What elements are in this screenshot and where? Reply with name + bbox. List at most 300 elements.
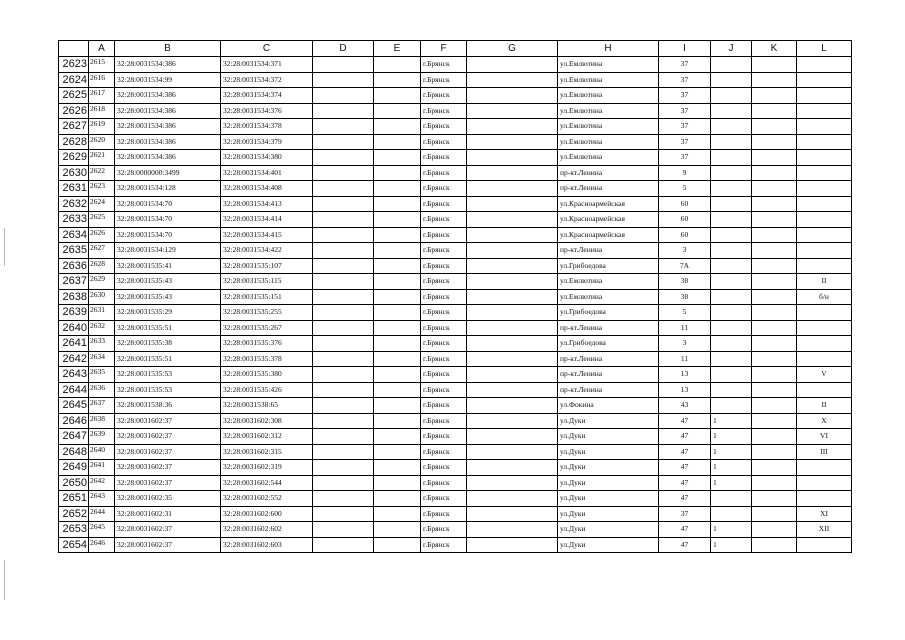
cell-b[interactable]: 32:28:0031535:38 — [115, 336, 221, 352]
cell-e[interactable] — [374, 258, 421, 274]
row-number[interactable]: 2626 — [59, 103, 89, 119]
cell-a[interactable]: 2629 — [89, 274, 115, 290]
row-number[interactable]: 2643 — [59, 367, 89, 383]
cell-d[interactable] — [313, 57, 374, 73]
cell-l[interactable] — [797, 537, 852, 553]
cell-d[interactable] — [313, 165, 374, 181]
row-number[interactable]: 2634 — [59, 227, 89, 243]
cell-a[interactable]: 2624 — [89, 196, 115, 212]
cell-b[interactable]: 32:28:0031535:41 — [115, 258, 221, 274]
cell-l[interactable] — [797, 491, 852, 507]
cell-h[interactable]: ул.Емлютина — [558, 150, 659, 166]
cell-e[interactable] — [374, 444, 421, 460]
cell-f[interactable]: г.Брянск — [421, 196, 467, 212]
cell-d[interactable] — [313, 382, 374, 398]
cell-j[interactable] — [711, 88, 752, 104]
cell-g[interactable] — [467, 150, 558, 166]
cell-j[interactable] — [711, 150, 752, 166]
cell-k[interactable] — [752, 444, 797, 460]
cell-l[interactable] — [797, 227, 852, 243]
cell-j[interactable] — [711, 289, 752, 305]
cell-c[interactable]: 32:28:0031602:319 — [221, 460, 313, 476]
cell-d[interactable] — [313, 258, 374, 274]
cell-j[interactable] — [711, 351, 752, 367]
column-header[interactable]: G — [467, 41, 558, 57]
cell-h[interactable]: ул.Фокина — [558, 398, 659, 414]
cell-d[interactable] — [313, 305, 374, 321]
cell-j[interactable] — [711, 119, 752, 135]
cell-h[interactable]: ул.Емлютина — [558, 57, 659, 73]
cell-d[interactable] — [313, 274, 374, 290]
cell-h[interactable]: ул.Дуки — [558, 413, 659, 429]
cell-b[interactable]: 32:28:0031602:37 — [115, 429, 221, 445]
row-number[interactable]: 2637 — [59, 274, 89, 290]
cell-j[interactable] — [711, 181, 752, 197]
cell-f[interactable]: г.Брянск — [421, 320, 467, 336]
cell-b[interactable]: 32:28:0031534:70 — [115, 227, 221, 243]
cell-a[interactable]: 2617 — [89, 88, 115, 104]
cell-e[interactable] — [374, 475, 421, 491]
cell-a[interactable]: 2640 — [89, 444, 115, 460]
cell-i[interactable]: 60 — [659, 196, 711, 212]
cell-k[interactable] — [752, 506, 797, 522]
cell-a[interactable]: 2636 — [89, 382, 115, 398]
cell-d[interactable] — [313, 150, 374, 166]
column-header[interactable]: D — [313, 41, 374, 57]
cell-g[interactable] — [467, 413, 558, 429]
row-number[interactable]: 2628 — [59, 134, 89, 150]
cell-f[interactable]: г.Брянск — [421, 305, 467, 321]
cell-i[interactable]: 47 — [659, 444, 711, 460]
cell-b[interactable]: 32:28:0031602:35 — [115, 491, 221, 507]
cell-e[interactable] — [374, 367, 421, 383]
cell-h[interactable]: ул.Емлютина — [558, 289, 659, 305]
cell-g[interactable] — [467, 88, 558, 104]
cell-c[interactable]: 32:28:0031534:408 — [221, 181, 313, 197]
cell-e[interactable] — [374, 382, 421, 398]
cell-c[interactable]: 32:28:0031602:312 — [221, 429, 313, 445]
cell-d[interactable] — [313, 491, 374, 507]
cell-k[interactable] — [752, 258, 797, 274]
cell-k[interactable] — [752, 274, 797, 290]
cell-c[interactable]: 32:28:0031534:379 — [221, 134, 313, 150]
cell-a[interactable]: 2620 — [89, 134, 115, 150]
row-number[interactable]: 2631 — [59, 181, 89, 197]
cell-c[interactable]: 32:28:0031602:308 — [221, 413, 313, 429]
cell-c[interactable]: 32:28:0031535:151 — [221, 289, 313, 305]
cell-e[interactable] — [374, 196, 421, 212]
column-header[interactable]: C — [221, 41, 313, 57]
cell-h[interactable]: пр-кт.Ленина — [558, 367, 659, 383]
cell-j[interactable] — [711, 196, 752, 212]
cell-f[interactable]: г.Брянск — [421, 150, 467, 166]
cell-h[interactable]: ул.Красноармейская — [558, 227, 659, 243]
cell-j[interactable]: 1 — [711, 444, 752, 460]
row-number[interactable]: 2654 — [59, 537, 89, 553]
cell-f[interactable]: г.Брянск — [421, 119, 467, 135]
cell-l[interactable] — [797, 475, 852, 491]
cell-h[interactable]: ул.Дуки — [558, 537, 659, 553]
cell-a[interactable]: 2621 — [89, 150, 115, 166]
cell-h[interactable]: пр-кт.Ленина — [558, 320, 659, 336]
cell-j[interactable] — [711, 72, 752, 88]
cell-f[interactable]: г.Брянск — [421, 336, 467, 352]
cell-i[interactable]: 3 — [659, 243, 711, 259]
cell-d[interactable] — [313, 243, 374, 259]
cell-l[interactable] — [797, 382, 852, 398]
cell-b[interactable]: 32:28:0031602:31 — [115, 506, 221, 522]
cell-d[interactable] — [313, 460, 374, 476]
row-number[interactable]: 2629 — [59, 150, 89, 166]
cell-l[interactable] — [797, 336, 852, 352]
cell-e[interactable] — [374, 57, 421, 73]
cell-k[interactable] — [752, 475, 797, 491]
cell-e[interactable] — [374, 491, 421, 507]
cell-h[interactable]: ул.Емлютина — [558, 134, 659, 150]
cell-e[interactable] — [374, 460, 421, 476]
cell-d[interactable] — [313, 367, 374, 383]
cell-k[interactable] — [752, 382, 797, 398]
cell-j[interactable] — [711, 382, 752, 398]
cell-f[interactable]: г.Брянск — [421, 134, 467, 150]
cell-e[interactable] — [374, 227, 421, 243]
cell-h[interactable]: ул.Грибоедова — [558, 305, 659, 321]
cell-d[interactable] — [313, 506, 374, 522]
cell-i[interactable]: 11 — [659, 320, 711, 336]
cell-j[interactable] — [711, 336, 752, 352]
column-header[interactable]: J — [711, 41, 752, 57]
cell-i[interactable]: 47 — [659, 537, 711, 553]
cell-f[interactable]: г.Брянск — [421, 57, 467, 73]
cell-c[interactable]: 32:28:0031535:378 — [221, 351, 313, 367]
cell-f[interactable]: г.Брянск — [421, 212, 467, 228]
cell-l[interactable]: III — [797, 444, 852, 460]
cell-g[interactable] — [467, 274, 558, 290]
cell-k[interactable] — [752, 305, 797, 321]
cell-j[interactable] — [711, 305, 752, 321]
cell-i[interactable]: 38 — [659, 274, 711, 290]
cell-c[interactable]: 32:28:0031534:371 — [221, 57, 313, 73]
cell-f[interactable]: г.Брянск — [421, 460, 467, 476]
cell-i[interactable]: 47 — [659, 475, 711, 491]
row-number[interactable]: 2642 — [59, 351, 89, 367]
cell-d[interactable] — [313, 88, 374, 104]
cell-g[interactable] — [467, 351, 558, 367]
cell-f[interactable]: г.Брянск — [421, 506, 467, 522]
cell-h[interactable]: ул.Красноармейская — [558, 212, 659, 228]
cell-a[interactable]: 2628 — [89, 258, 115, 274]
cell-g[interactable] — [467, 320, 558, 336]
cell-c[interactable]: 32:28:0031535:107 — [221, 258, 313, 274]
cell-k[interactable] — [752, 134, 797, 150]
cell-k[interactable] — [752, 460, 797, 476]
cell-g[interactable] — [467, 72, 558, 88]
cell-e[interactable] — [374, 88, 421, 104]
cell-f[interactable]: г.Брянск — [421, 367, 467, 383]
cell-i[interactable]: 47 — [659, 429, 711, 445]
cell-b[interactable]: 32:28:0031535:43 — [115, 289, 221, 305]
cell-i[interactable]: 37 — [659, 88, 711, 104]
cell-c[interactable]: 32:28:0031534:374 — [221, 88, 313, 104]
cell-f[interactable]: г.Брянск — [421, 72, 467, 88]
cell-f[interactable]: г.Брянск — [421, 181, 467, 197]
cell-j[interactable] — [711, 165, 752, 181]
cell-h[interactable]: пр-кт.Ленина — [558, 351, 659, 367]
cell-f[interactable]: г.Брянск — [421, 429, 467, 445]
cell-e[interactable] — [374, 336, 421, 352]
row-number[interactable]: 2653 — [59, 522, 89, 538]
cell-e[interactable] — [374, 522, 421, 538]
cell-d[interactable] — [313, 181, 374, 197]
cell-b[interactable]: 32:28:0031535:43 — [115, 274, 221, 290]
cell-j[interactable] — [711, 212, 752, 228]
cell-a[interactable]: 2646 — [89, 537, 115, 553]
cell-e[interactable] — [374, 429, 421, 445]
cell-e[interactable] — [374, 243, 421, 259]
cell-e[interactable] — [374, 506, 421, 522]
row-number[interactable]: 2641 — [59, 336, 89, 352]
cell-h[interactable]: ул.Дуки — [558, 522, 659, 538]
cell-k[interactable] — [752, 165, 797, 181]
cell-i[interactable]: 3 — [659, 336, 711, 352]
cell-d[interactable] — [313, 227, 374, 243]
cell-l[interactable] — [797, 460, 852, 476]
cell-a[interactable]: 2631 — [89, 305, 115, 321]
cell-b[interactable]: 32:28:0031534:386 — [115, 88, 221, 104]
cell-e[interactable] — [374, 103, 421, 119]
cell-b[interactable]: 32:28:0031534:70 — [115, 212, 221, 228]
cell-c[interactable]: 32:28:0031535:426 — [221, 382, 313, 398]
cell-g[interactable] — [467, 165, 558, 181]
cell-k[interactable] — [752, 289, 797, 305]
cell-c[interactable]: 32:28:0031535:376 — [221, 336, 313, 352]
cell-i[interactable]: 37 — [659, 119, 711, 135]
cell-b[interactable]: 32:28:0031534:386 — [115, 134, 221, 150]
cell-g[interactable] — [467, 305, 558, 321]
cell-c[interactable]: 32:28:0031534:422 — [221, 243, 313, 259]
cell-i[interactable]: 13 — [659, 382, 711, 398]
cell-i[interactable]: 7А — [659, 258, 711, 274]
cell-k[interactable] — [752, 429, 797, 445]
row-number[interactable]: 2623 — [59, 57, 89, 73]
cell-g[interactable] — [467, 243, 558, 259]
row-number[interactable]: 2636 — [59, 258, 89, 274]
cell-c[interactable]: 32:28:0031535:115 — [221, 274, 313, 290]
row-number[interactable]: 2638 — [59, 289, 89, 305]
cell-j[interactable]: 1 — [711, 475, 752, 491]
cell-a[interactable]: 2618 — [89, 103, 115, 119]
cell-a[interactable]: 2642 — [89, 475, 115, 491]
cell-f[interactable]: г.Брянск — [421, 258, 467, 274]
cell-a[interactable]: 2615 — [89, 57, 115, 73]
cell-g[interactable] — [467, 212, 558, 228]
cell-c[interactable]: 32:28:0031535:255 — [221, 305, 313, 321]
cell-k[interactable] — [752, 243, 797, 259]
cell-k[interactable] — [752, 367, 797, 383]
cell-k[interactable] — [752, 522, 797, 538]
cell-h[interactable]: ул.Дуки — [558, 429, 659, 445]
column-header[interactable]: L — [797, 41, 852, 57]
cell-h[interactable]: ул.Дуки — [558, 506, 659, 522]
cell-g[interactable] — [467, 289, 558, 305]
cell-k[interactable] — [752, 398, 797, 414]
cell-e[interactable] — [374, 165, 421, 181]
row-number[interactable]: 2647 — [59, 429, 89, 445]
cell-a[interactable]: 2634 — [89, 351, 115, 367]
cell-b[interactable]: 32:28:0031602:37 — [115, 460, 221, 476]
cell-l[interactable] — [797, 196, 852, 212]
cell-a[interactable]: 2619 — [89, 119, 115, 135]
cell-j[interactable]: 1 — [711, 522, 752, 538]
cell-d[interactable] — [313, 320, 374, 336]
cell-i[interactable]: 43 — [659, 398, 711, 414]
cell-a[interactable]: 2639 — [89, 429, 115, 445]
cell-d[interactable] — [313, 429, 374, 445]
cell-j[interactable] — [711, 274, 752, 290]
cell-f[interactable]: г.Брянск — [421, 491, 467, 507]
cell-l[interactable]: XI — [797, 506, 852, 522]
cell-h[interactable]: ул.Дуки — [558, 491, 659, 507]
cell-l[interactable]: V — [797, 367, 852, 383]
cell-f[interactable]: г.Брянск — [421, 88, 467, 104]
row-number[interactable]: 2649 — [59, 460, 89, 476]
cell-d[interactable] — [313, 336, 374, 352]
row-number[interactable]: 2646 — [59, 413, 89, 429]
cell-e[interactable] — [374, 150, 421, 166]
cell-b[interactable]: 32:28:0031535:51 — [115, 320, 221, 336]
cell-l[interactable]: II — [797, 274, 852, 290]
cell-j[interactable] — [711, 103, 752, 119]
cell-k[interactable] — [752, 491, 797, 507]
cell-b[interactable]: 32:28:0031535:53 — [115, 367, 221, 383]
cell-h[interactable]: ул.Емлютина — [558, 72, 659, 88]
cell-d[interactable] — [313, 413, 374, 429]
cell-i[interactable]: 37 — [659, 134, 711, 150]
cell-d[interactable] — [313, 398, 374, 414]
cell-h[interactable]: ул.Грибоедова — [558, 258, 659, 274]
cell-i[interactable]: 37 — [659, 57, 711, 73]
cell-k[interactable] — [752, 320, 797, 336]
cell-d[interactable] — [313, 212, 374, 228]
cell-k[interactable] — [752, 351, 797, 367]
cell-g[interactable] — [467, 398, 558, 414]
cell-c[interactable]: 32:28:0031535:267 — [221, 320, 313, 336]
cell-b[interactable]: 32:28:0031602:37 — [115, 475, 221, 491]
cell-g[interactable] — [467, 196, 558, 212]
cell-g[interactable] — [467, 475, 558, 491]
cell-g[interactable] — [467, 103, 558, 119]
cell-i[interactable]: 60 — [659, 227, 711, 243]
row-number[interactable]: 2640 — [59, 320, 89, 336]
cell-l[interactable] — [797, 305, 852, 321]
cell-l[interactable] — [797, 103, 852, 119]
cell-l[interactable] — [797, 119, 852, 135]
cell-g[interactable] — [467, 134, 558, 150]
cell-h[interactable]: ул.Дуки — [558, 475, 659, 491]
cell-a[interactable]: 2645 — [89, 522, 115, 538]
cell-b[interactable]: 32:28:0031534:386 — [115, 57, 221, 73]
cell-j[interactable] — [711, 398, 752, 414]
cell-g[interactable] — [467, 181, 558, 197]
cell-b[interactable]: 32:28:0031534:129 — [115, 243, 221, 259]
row-number[interactable]: 2630 — [59, 165, 89, 181]
cell-c[interactable]: 32:28:0031538:65 — [221, 398, 313, 414]
cell-l[interactable] — [797, 88, 852, 104]
cell-j[interactable]: 1 — [711, 537, 752, 553]
cell-e[interactable] — [374, 212, 421, 228]
cell-k[interactable] — [752, 212, 797, 228]
cell-k[interactable] — [752, 150, 797, 166]
cell-l[interactable] — [797, 212, 852, 228]
cell-b[interactable]: 32:28:0031535:51 — [115, 351, 221, 367]
cell-k[interactable] — [752, 88, 797, 104]
cell-l[interactable] — [797, 57, 852, 73]
cell-i[interactable]: 9 — [659, 165, 711, 181]
cell-i[interactable]: 13 — [659, 367, 711, 383]
cell-a[interactable]: 2627 — [89, 243, 115, 259]
cell-c[interactable]: 32:28:0031534:414 — [221, 212, 313, 228]
cell-j[interactable] — [711, 258, 752, 274]
cell-g[interactable] — [467, 367, 558, 383]
cell-g[interactable] — [467, 491, 558, 507]
cell-c[interactable]: 32:28:0031534:372 — [221, 72, 313, 88]
cell-j[interactable] — [711, 506, 752, 522]
cell-f[interactable]: г.Брянск — [421, 351, 467, 367]
cell-h[interactable]: пр-кт.Ленина — [558, 243, 659, 259]
cell-h[interactable]: ул.Емлютина — [558, 119, 659, 135]
cell-c[interactable]: 32:28:0031534:376 — [221, 103, 313, 119]
cell-k[interactable] — [752, 196, 797, 212]
cell-i[interactable]: 5 — [659, 181, 711, 197]
cell-b[interactable]: 32:28:0031535:29 — [115, 305, 221, 321]
row-number[interactable]: 2650 — [59, 475, 89, 491]
cell-c[interactable]: 32:28:0031602:602 — [221, 522, 313, 538]
cell-h[interactable]: пр-кт.Ленина — [558, 181, 659, 197]
cell-k[interactable] — [752, 119, 797, 135]
cell-h[interactable]: пр-кт.Ленина — [558, 382, 659, 398]
cell-b[interactable]: 32:28:0031602:37 — [115, 522, 221, 538]
cell-j[interactable]: 1 — [711, 429, 752, 445]
cell-h[interactable]: ул.Грибоедова — [558, 336, 659, 352]
cell-c[interactable]: 32:28:0031534:378 — [221, 119, 313, 135]
cell-c[interactable]: 32:28:0031534:413 — [221, 196, 313, 212]
cell-h[interactable]: ул.Дуки — [558, 460, 659, 476]
cell-e[interactable] — [374, 413, 421, 429]
cell-j[interactable] — [711, 243, 752, 259]
cell-d[interactable] — [313, 522, 374, 538]
cell-k[interactable] — [752, 413, 797, 429]
cell-g[interactable] — [467, 429, 558, 445]
cell-f[interactable]: г.Брянск — [421, 382, 467, 398]
cell-i[interactable]: 37 — [659, 103, 711, 119]
cell-a[interactable]: 2632 — [89, 320, 115, 336]
cell-b[interactable]: 32:28:0000000:3499 — [115, 165, 221, 181]
cell-e[interactable] — [374, 134, 421, 150]
cell-a[interactable]: 2630 — [89, 289, 115, 305]
cell-l[interactable] — [797, 134, 852, 150]
cell-d[interactable] — [313, 119, 374, 135]
cell-h[interactable]: ул.Дуки — [558, 444, 659, 460]
cell-i[interactable]: 5 — [659, 305, 711, 321]
cell-i[interactable]: 37 — [659, 150, 711, 166]
column-header[interactable]: E — [374, 41, 421, 57]
cell-g[interactable] — [467, 522, 558, 538]
cell-f[interactable]: г.Брянск — [421, 289, 467, 305]
cell-g[interactable] — [467, 506, 558, 522]
cell-b[interactable]: 32:28:0031534:70 — [115, 196, 221, 212]
cell-k[interactable] — [752, 336, 797, 352]
row-number[interactable]: 2648 — [59, 444, 89, 460]
